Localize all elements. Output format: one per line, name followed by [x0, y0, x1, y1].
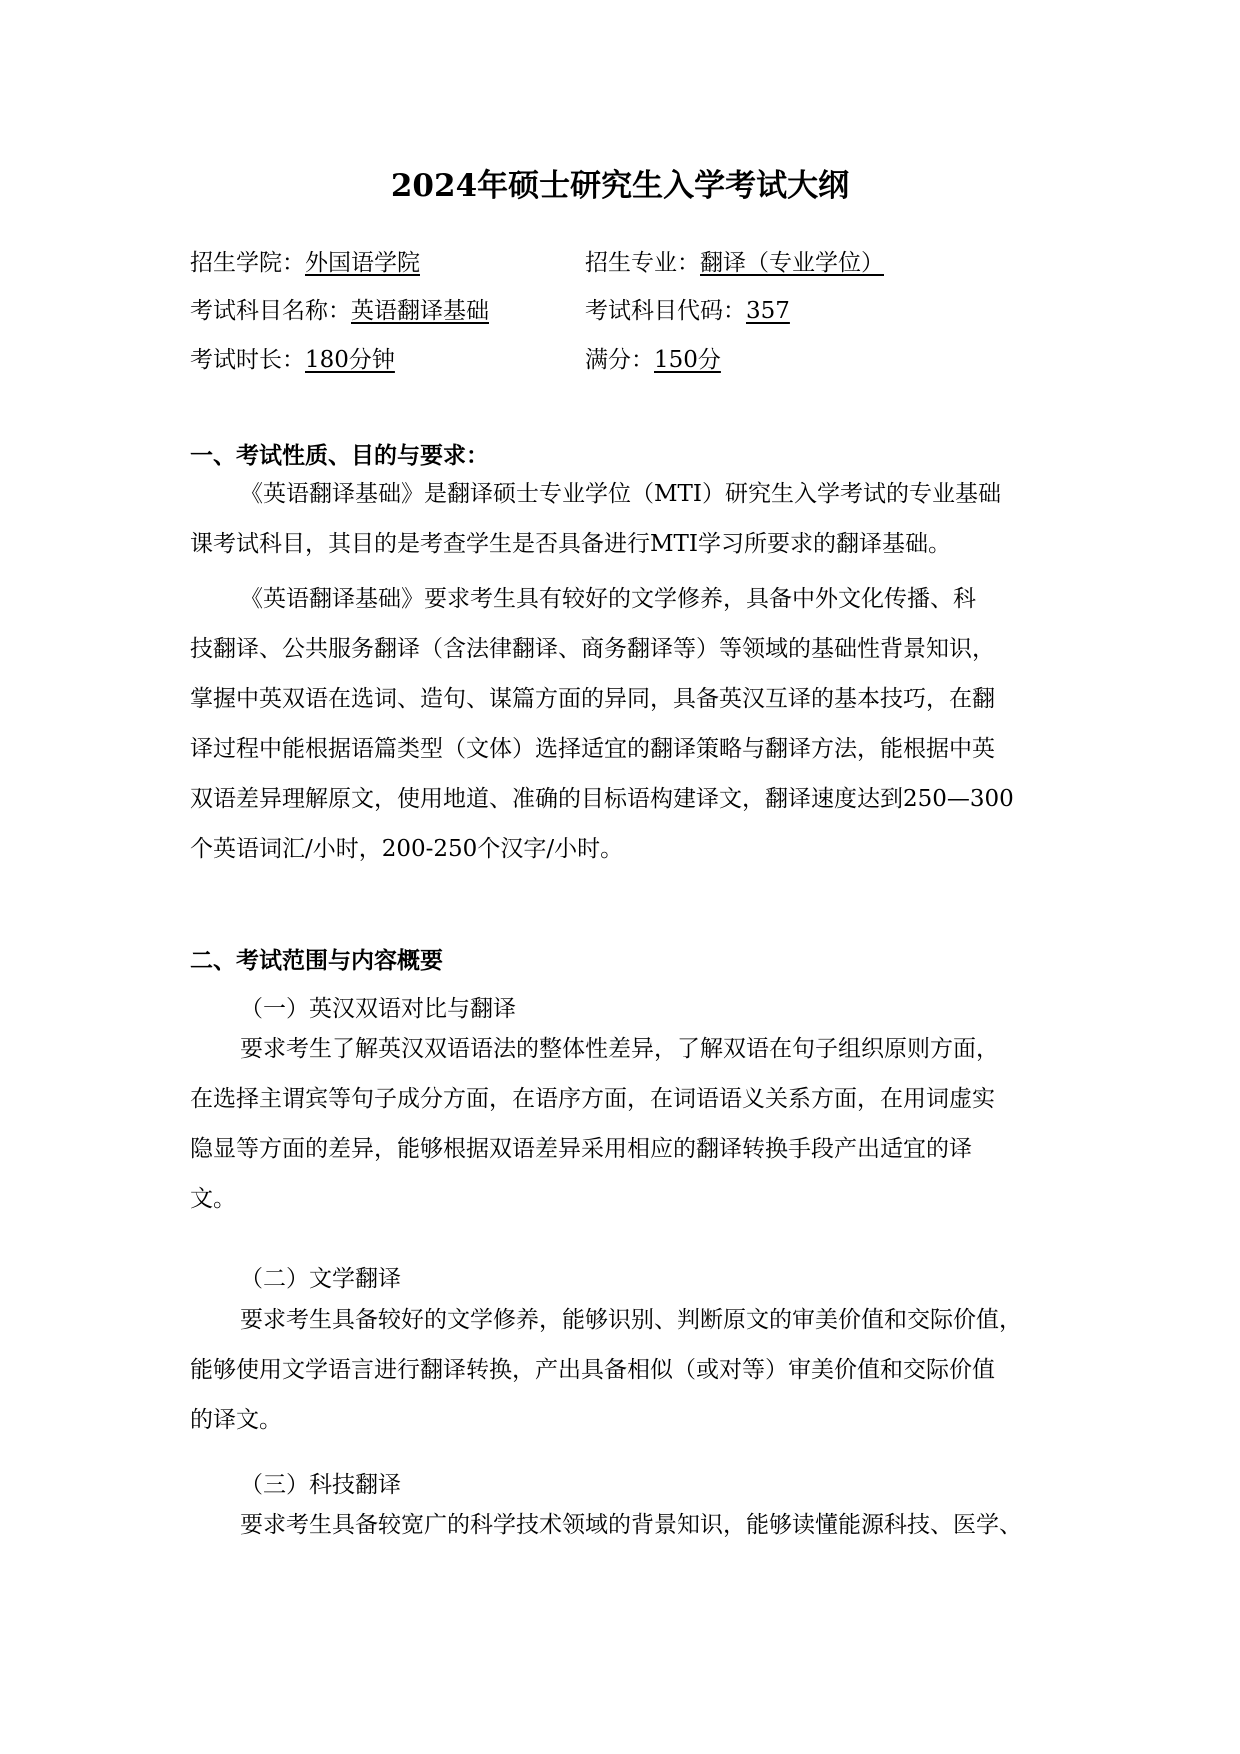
section-1-heading: 一、考试性质、目的与要求： [190, 442, 489, 469]
paragraph-line: 译过程中能根据语篇类型（文体）选择适宜的翻译策略与翻译方法，能根据中英 [190, 736, 995, 762]
subsection-2-heading: （二）文学翻译 [240, 1266, 401, 1292]
subsection-1-paragraph [190, 1024, 1060, 1224]
paragraph-line: 要求考生具备较好的文学修养，能够识别、判断原文的审美价值和交际价值， [240, 1307, 1022, 1333]
paragraph-line: 要求考生具备较宽广的科学技术领域的背景知识，能够读懂能源科技、医学、 [240, 1512, 1022, 1538]
full-score-value: 150分 [654, 347, 721, 373]
full-score-field [585, 341, 721, 374]
subject-code-value: 357 [746, 298, 790, 324]
paragraph-line: 课考试科目，其目的是考查学生是否具备进行MTI学习所要求的翻译基础。 [190, 531, 951, 557]
paragraph-line: 在选择主谓宾等句子成分方面，在语序方面，在词语语义关系方面，在用词虚实 [190, 1086, 995, 1112]
duration-value: 180分钟 [305, 347, 395, 373]
paragraph-line: 个英语词汇/小时，200-250个汉字/小时。 [190, 836, 624, 862]
subject-code-field [585, 292, 790, 325]
major-field [585, 244, 884, 277]
subject-name-label: 考试科目名称： [190, 298, 351, 324]
section-2-heading: 二、考试范围与内容概要 [190, 947, 443, 974]
section-1-paragraph-1 [190, 469, 1060, 569]
paragraph-line: 技翻译、公共服务翻译（含法律翻译、商务翻译等）等领域的基础性背景知识， [190, 636, 995, 662]
subject-name-value: 英语翻译基础 [351, 298, 489, 324]
paragraph-line: 掌握中英双语在选词、造句、谋篇方面的异同，具备英汉互译的基本技巧，在翻 [190, 686, 995, 712]
major-label: 招生专业： [585, 250, 700, 276]
college-field [190, 244, 420, 277]
paragraph-line: 的译文。 [190, 1407, 282, 1433]
subject-code-label: 考试科目代码： [585, 298, 746, 324]
subject-name-field [190, 292, 489, 325]
paragraph-line: 《英语翻译基础》要求考生具有较好的文学修养，具备中外文化传播、科 [240, 586, 976, 612]
paragraph-line: 文。 [190, 1186, 236, 1212]
college-value: 外国语学院 [305, 250, 420, 276]
page-title: 2024年硕士研究生入学考试大纲 [390, 168, 850, 204]
subsection-1-heading: （一）英汉双语对比与翻译 [240, 996, 516, 1022]
paragraph-line: 要求考生了解英汉双语语法的整体性差异，了解双语在句子组织原则方面， [240, 1036, 999, 1062]
section-1-paragraph-2 [190, 574, 1060, 874]
full-score-label: 满分： [585, 347, 654, 373]
subsection-3-heading: （三）科技翻译 [240, 1472, 401, 1498]
major-value: 翻译（专业学位） [700, 250, 884, 276]
paragraph-line: 隐显等方面的差异，能够根据双语差异采用相应的翻译转换手段产出适宜的译 [190, 1136, 972, 1162]
paragraph-line: 能够使用文学语言进行翻译转换，产出具备相似（或对等）审美价值和交际价值 [190, 1357, 995, 1383]
duration-label: 考试时长： [190, 347, 305, 373]
college-label: 招生学院： [190, 250, 305, 276]
paragraph-line: 双语差异理解原文，使用地道、准确的目标语构建译文，翻译速度达到250—300 [190, 786, 1014, 812]
duration-field [190, 341, 395, 374]
paragraph-line: 《英语翻译基础》是翻译硕士专业学位（MTI）研究生入学考试的专业基础 [240, 481, 1001, 507]
subsection-3-paragraph [190, 1500, 1060, 1550]
subsection-2-paragraph [190, 1295, 1060, 1445]
